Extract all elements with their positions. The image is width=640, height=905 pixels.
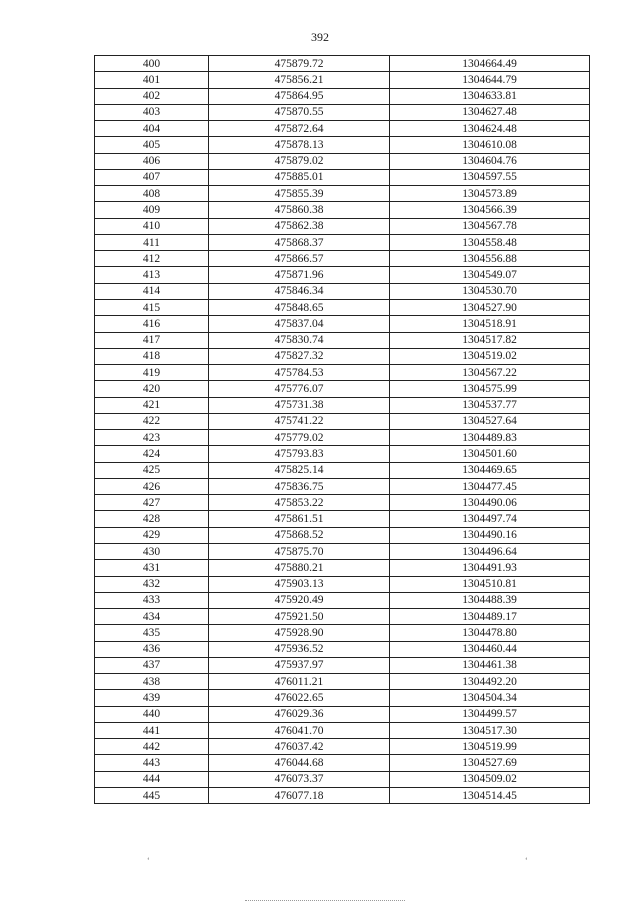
- x-coordinate-cell: 475868.52: [209, 527, 390, 543]
- point-number-cell: 434: [95, 609, 209, 625]
- x-coordinate-cell: 475871.96: [209, 267, 390, 283]
- point-number-cell: 429: [95, 527, 209, 543]
- table-row: [95, 739, 590, 755]
- x-coordinate-cell: 475793.83: [209, 446, 390, 462]
- y-coordinate-cell: 1304496.64: [390, 543, 590, 559]
- point-number-cell: 420: [95, 381, 209, 397]
- point-number-cell: 430: [95, 543, 209, 559]
- table-row: [95, 56, 590, 72]
- y-coordinate-cell: 1304537.77: [390, 397, 590, 413]
- x-coordinate-cell: 475860.38: [209, 202, 390, 218]
- point-number-cell: 438: [95, 674, 209, 690]
- y-coordinate-cell: 1304558.48: [390, 234, 590, 250]
- y-coordinate-cell: 1304490.16: [390, 527, 590, 543]
- x-coordinate-cell: 476041.70: [209, 722, 390, 738]
- point-number-cell: 413: [95, 267, 209, 283]
- x-coordinate-cell: 475837.04: [209, 316, 390, 332]
- point-number-cell: 400: [95, 56, 209, 72]
- table-row: [95, 186, 590, 202]
- y-coordinate-cell: 1304627.48: [390, 104, 590, 120]
- point-number-cell: 405: [95, 137, 209, 153]
- y-coordinate-cell: 1304664.49: [390, 56, 590, 72]
- x-coordinate-cell: 475846.34: [209, 283, 390, 299]
- y-coordinate-cell: 1304644.79: [390, 72, 590, 88]
- point-number-cell: 435: [95, 625, 209, 641]
- x-coordinate-cell: 476037.42: [209, 739, 390, 755]
- y-coordinate-cell: 1304478.80: [390, 625, 590, 641]
- table-row: [95, 657, 590, 673]
- x-coordinate-cell: 475827.32: [209, 348, 390, 364]
- y-coordinate-cell: 1304501.60: [390, 446, 590, 462]
- y-coordinate-cell: 1304610.08: [390, 137, 590, 153]
- y-coordinate-cell: 1304556.88: [390, 251, 590, 267]
- x-coordinate-cell: 475936.52: [209, 641, 390, 657]
- page-number: 392: [311, 30, 329, 44]
- y-coordinate-cell: 1304510.81: [390, 576, 590, 592]
- table-row: [95, 430, 590, 446]
- point-number-cell: 416: [95, 316, 209, 332]
- point-number-cell: 442: [95, 739, 209, 755]
- table-row: [95, 755, 590, 771]
- y-coordinate-cell: 1304499.57: [390, 706, 590, 722]
- y-coordinate-cell: 1304489.17: [390, 609, 590, 625]
- point-number-cell: 427: [95, 495, 209, 511]
- point-number-cell: 403: [95, 104, 209, 120]
- table-row: [95, 104, 590, 120]
- y-coordinate-cell: 1304517.30: [390, 722, 590, 738]
- table-row: [95, 283, 590, 299]
- x-coordinate-cell: 475731.38: [209, 397, 390, 413]
- x-coordinate-cell: 475928.90: [209, 625, 390, 641]
- point-number-cell: 411: [95, 234, 209, 250]
- x-coordinate-cell: 475866.57: [209, 251, 390, 267]
- x-coordinate-cell: 475836.75: [209, 478, 390, 494]
- point-number-cell: 409: [95, 202, 209, 218]
- scan-edge-line: [245, 900, 405, 901]
- point-number-cell: 404: [95, 121, 209, 137]
- x-coordinate-cell: 475862.38: [209, 218, 390, 234]
- point-number-cell: 437: [95, 657, 209, 673]
- y-coordinate-cell: 1304573.89: [390, 186, 590, 202]
- point-number-cell: 410: [95, 218, 209, 234]
- x-coordinate-cell: 475830.74: [209, 332, 390, 348]
- x-coordinate-cell: 476011.21: [209, 674, 390, 690]
- y-coordinate-cell: 1304624.48: [390, 121, 590, 137]
- scan-speck-left: ‘: [147, 856, 150, 865]
- table-row: [95, 381, 590, 397]
- y-coordinate-cell: 1304492.20: [390, 674, 590, 690]
- table-row: [95, 495, 590, 511]
- point-number-cell: 418: [95, 348, 209, 364]
- table-row: [95, 478, 590, 494]
- table-row: [95, 299, 590, 315]
- point-number-cell: 436: [95, 641, 209, 657]
- point-number-cell: 407: [95, 169, 209, 185]
- table-row: [95, 137, 590, 153]
- table-row: [95, 121, 590, 137]
- y-coordinate-cell: 1304527.64: [390, 413, 590, 429]
- y-coordinate-cell: 1304604.76: [390, 153, 590, 169]
- point-number-cell: 423: [95, 430, 209, 446]
- table-row: [95, 462, 590, 478]
- x-coordinate-cell: 475741.22: [209, 413, 390, 429]
- point-number-cell: 401: [95, 72, 209, 88]
- table-row: [95, 365, 590, 381]
- y-coordinate-cell: 1304509.02: [390, 771, 590, 787]
- x-coordinate-cell: 475879.02: [209, 153, 390, 169]
- point-number-cell: 412: [95, 251, 209, 267]
- x-coordinate-cell: 475784.53: [209, 365, 390, 381]
- y-coordinate-cell: 1304527.90: [390, 299, 590, 315]
- table-row: [95, 609, 590, 625]
- x-coordinate-cell: 475776.07: [209, 381, 390, 397]
- x-coordinate-cell: 475856.21: [209, 72, 390, 88]
- y-coordinate-cell: 1304633.81: [390, 88, 590, 104]
- table-row: [95, 446, 590, 462]
- x-coordinate-cell: 475879.72: [209, 56, 390, 72]
- coordinates-table: [94, 55, 590, 804]
- y-coordinate-cell: 1304490.06: [390, 495, 590, 511]
- y-coordinate-cell: 1304461.38: [390, 657, 590, 673]
- x-coordinate-cell: 475885.01: [209, 169, 390, 185]
- y-coordinate-cell: 1304575.99: [390, 381, 590, 397]
- point-number-cell: 424: [95, 446, 209, 462]
- y-coordinate-cell: 1304527.69: [390, 755, 590, 771]
- table-row: [95, 234, 590, 250]
- y-coordinate-cell: 1304488.39: [390, 592, 590, 608]
- y-coordinate-cell: 1304504.34: [390, 690, 590, 706]
- y-coordinate-cell: 1304519.02: [390, 348, 590, 364]
- x-coordinate-cell: 475875.70: [209, 543, 390, 559]
- point-number-cell: 426: [95, 478, 209, 494]
- point-number-cell: 414: [95, 283, 209, 299]
- x-coordinate-cell: 475920.49: [209, 592, 390, 608]
- table-row: [95, 787, 590, 803]
- table-row: [95, 511, 590, 527]
- x-coordinate-cell: 475921.50: [209, 609, 390, 625]
- y-coordinate-cell: 1304567.22: [390, 365, 590, 381]
- table-row: [95, 706, 590, 722]
- table-row: [95, 153, 590, 169]
- table-row: [95, 88, 590, 104]
- point-number-cell: 440: [95, 706, 209, 722]
- point-number-cell: 443: [95, 755, 209, 771]
- y-coordinate-cell: 1304530.70: [390, 283, 590, 299]
- x-coordinate-cell: 475937.97: [209, 657, 390, 673]
- table-row: [95, 332, 590, 348]
- point-number-cell: 439: [95, 690, 209, 706]
- table-row: [95, 251, 590, 267]
- y-coordinate-cell: 1304597.55: [390, 169, 590, 185]
- x-coordinate-cell: 475848.65: [209, 299, 390, 315]
- x-coordinate-cell: 476077.18: [209, 787, 390, 803]
- x-coordinate-cell: 475855.39: [209, 186, 390, 202]
- x-coordinate-cell: 476029.36: [209, 706, 390, 722]
- y-coordinate-cell: 1304517.82: [390, 332, 590, 348]
- table-row: [95, 771, 590, 787]
- coordinates-table-body: [95, 56, 590, 804]
- table-row: [95, 722, 590, 738]
- y-coordinate-cell: 1304469.65: [390, 462, 590, 478]
- y-coordinate-cell: 1304497.74: [390, 511, 590, 527]
- y-coordinate-cell: 1304549.07: [390, 267, 590, 283]
- table-row: [95, 641, 590, 657]
- table-row: [95, 674, 590, 690]
- point-number-cell: 428: [95, 511, 209, 527]
- point-number-cell: 408: [95, 186, 209, 202]
- table-row: [95, 72, 590, 88]
- x-coordinate-cell: 476073.37: [209, 771, 390, 787]
- table-row: [95, 527, 590, 543]
- y-coordinate-cell: 1304519.99: [390, 739, 590, 755]
- point-number-cell: 415: [95, 299, 209, 315]
- point-number-cell: 445: [95, 787, 209, 803]
- table-row: [95, 316, 590, 332]
- x-coordinate-cell: 475868.37: [209, 234, 390, 250]
- table-row: [95, 397, 590, 413]
- point-number-cell: 421: [95, 397, 209, 413]
- table-row: [95, 267, 590, 283]
- y-coordinate-cell: 1304477.45: [390, 478, 590, 494]
- y-coordinate-cell: 1304566.39: [390, 202, 590, 218]
- x-coordinate-cell: 475903.13: [209, 576, 390, 592]
- table-row: [95, 690, 590, 706]
- y-coordinate-cell: 1304489.83: [390, 430, 590, 446]
- point-number-cell: 441: [95, 722, 209, 738]
- x-coordinate-cell: 476022.65: [209, 690, 390, 706]
- x-coordinate-cell: 475853.22: [209, 495, 390, 511]
- point-number-cell: 433: [95, 592, 209, 608]
- table-row: [95, 543, 590, 559]
- y-coordinate-cell: 1304491.93: [390, 560, 590, 576]
- point-number-cell: 406: [95, 153, 209, 169]
- x-coordinate-cell: 475779.02: [209, 430, 390, 446]
- point-number-cell: 432: [95, 576, 209, 592]
- x-coordinate-cell: 475864.95: [209, 88, 390, 104]
- x-coordinate-cell: 475861.51: [209, 511, 390, 527]
- table-row: [95, 560, 590, 576]
- point-number-cell: 419: [95, 365, 209, 381]
- y-coordinate-cell: 1304567.78: [390, 218, 590, 234]
- x-coordinate-cell: 475872.64: [209, 121, 390, 137]
- table-row: [95, 625, 590, 641]
- x-coordinate-cell: 475825.14: [209, 462, 390, 478]
- x-coordinate-cell: 476044.68: [209, 755, 390, 771]
- point-number-cell: 402: [95, 88, 209, 104]
- scan-speck-right: ‘: [525, 856, 528, 865]
- x-coordinate-cell: 475878.13: [209, 137, 390, 153]
- point-number-cell: 417: [95, 332, 209, 348]
- table-row: [95, 202, 590, 218]
- point-number-cell: 431: [95, 560, 209, 576]
- table-row: [95, 169, 590, 185]
- table-row: [95, 413, 590, 429]
- point-number-cell: 425: [95, 462, 209, 478]
- y-coordinate-cell: 1304518.91: [390, 316, 590, 332]
- x-coordinate-cell: 475870.55: [209, 104, 390, 120]
- y-coordinate-cell: 1304460.44: [390, 641, 590, 657]
- x-coordinate-cell: 475880.21: [209, 560, 390, 576]
- table-row: [95, 348, 590, 364]
- point-number-cell: 422: [95, 413, 209, 429]
- y-coordinate-cell: 1304514.45: [390, 787, 590, 803]
- table-row: [95, 592, 590, 608]
- table-row: [95, 218, 590, 234]
- table-row: [95, 576, 590, 592]
- point-number-cell: 444: [95, 771, 209, 787]
